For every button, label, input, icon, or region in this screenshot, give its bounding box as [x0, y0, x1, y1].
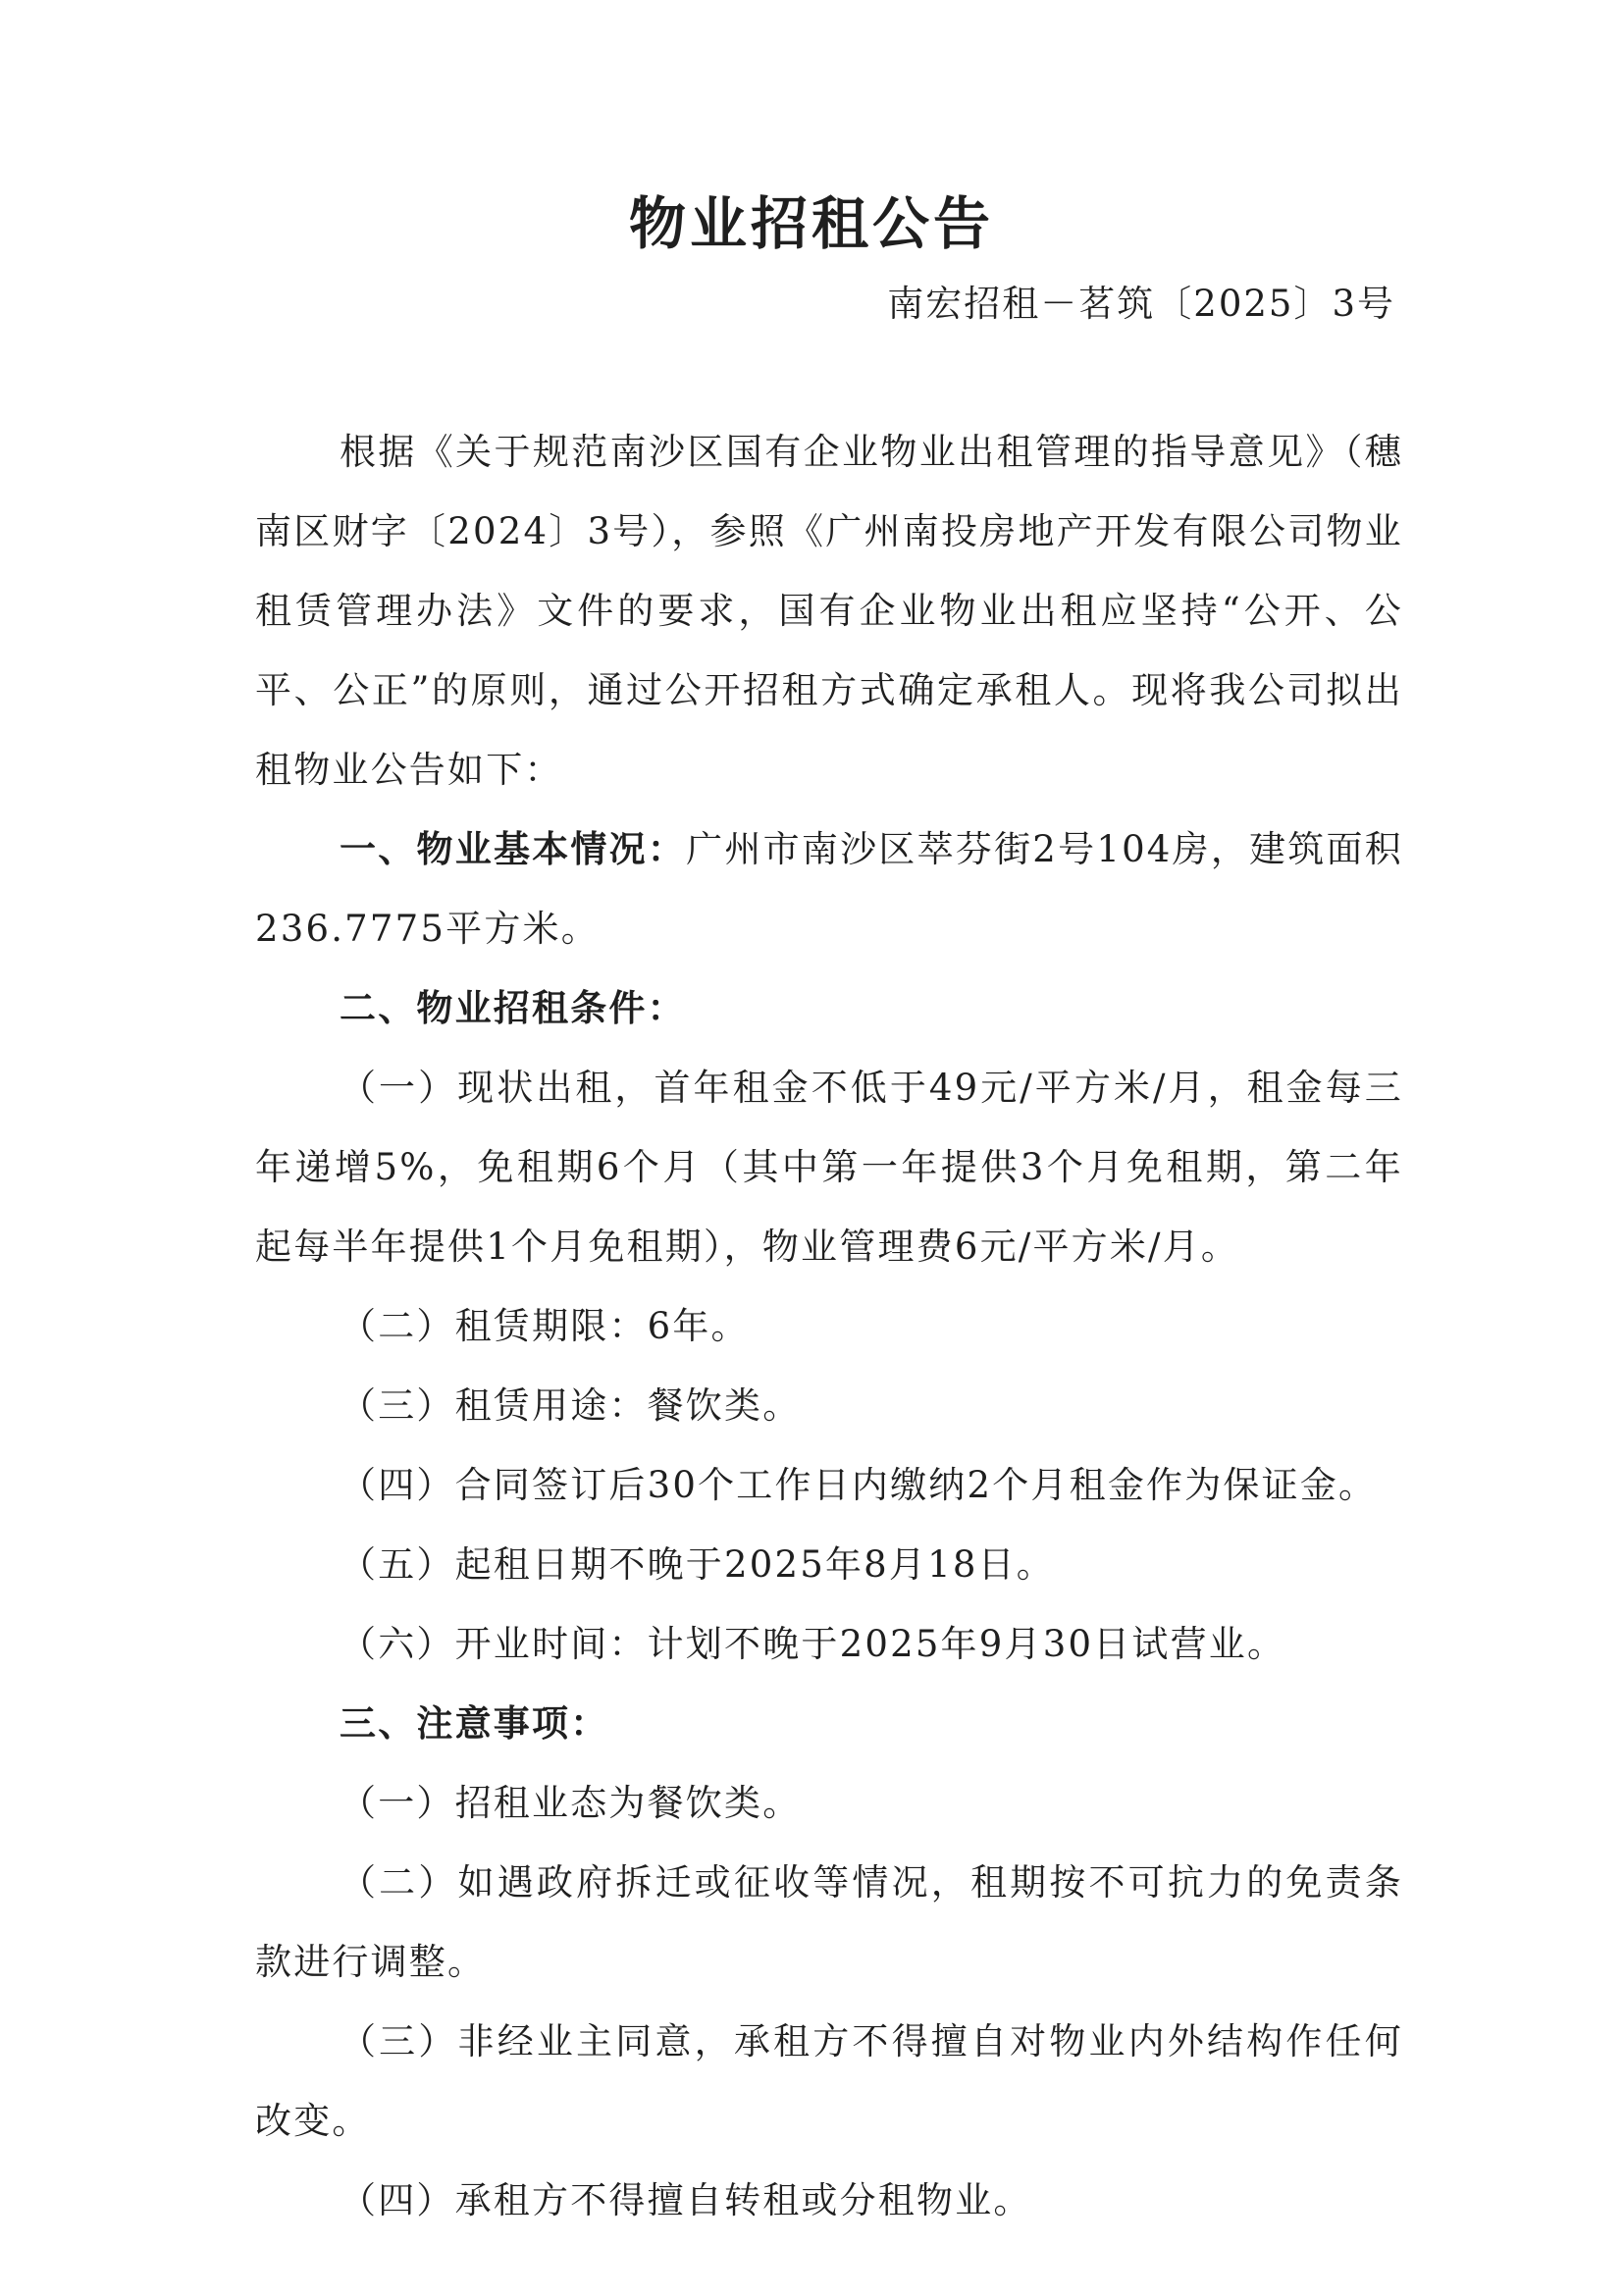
- document-number: 南宏招租－茗筑〔2025〕3号: [887, 283, 1395, 325]
- section-1-text: 广州市南沙区萃芬街2号104房，建筑面积236.7775平方米。: [255, 828, 1403, 950]
- document-title: 物业招租公告: [628, 190, 994, 257]
- section-2-item: （五）起租日期不晚于2025年8月18日。: [340, 1543, 1055, 1586]
- section-2-heading-paragraph: [255, 968, 1403, 1048]
- section-2-heading: 二、物业招租条件：: [340, 987, 686, 1029]
- section-1-heading: 一、物业基本情况：: [340, 828, 687, 870]
- section-3-heading: 三、注意事项：: [340, 1702, 609, 1745]
- section-2-item: （二）租赁期限：6年。: [340, 1305, 750, 1347]
- section-3-item: （一）招租业态为餐饮类。: [340, 1782, 802, 1824]
- section-1-paragraph: [255, 809, 1403, 968]
- section-2-item: （四）合同签订后30个工作日内缴纳2个月租金作为保证金。: [340, 1464, 1378, 1506]
- section-3-item: （四）承租方不得擅自转租或分租物业。: [340, 2179, 1032, 2221]
- document-body: [255, 412, 1403, 2240]
- section-2-item: （六）开业时间：计划不晚于2025年9月30日试营业。: [340, 1623, 1286, 1665]
- section-3-heading-paragraph: [255, 1684, 1403, 1763]
- intro-paragraph: 根据《关于规范南沙区国有企业物业出租管理的指导意见》（穗南区财字〔2024〕3号），参照《广州南投房地产开发有限公司物业租赁管理办法》文件的要求，国有企业物业出租应坚持“公开、公平、公正”的原则，通过公开招租方式确定承租人。现将我公司拟出租物业公告如下：: [255, 431, 1403, 791]
- section-3-item: （二）如遇政府拆迁或征收等情况，租期按不可抗力的免责条款进行调整。: [255, 1861, 1403, 1983]
- section-2-item: （三）租赁用途：餐饮类。: [340, 1384, 802, 1427]
- section-2-item: （一）现状出租，首年租金不低于49元/平方米/月，租金每三年递增5%，免租期6个月（其中第一年提供3个月免租期，第二年起每半年提供1个月免租期），物业管理费6元/平方米/月。: [255, 1067, 1403, 1268]
- section-3-item: （三）非经业主同意，承租方不得擅自对物业内外结构作任何改变。: [255, 2020, 1403, 2142]
